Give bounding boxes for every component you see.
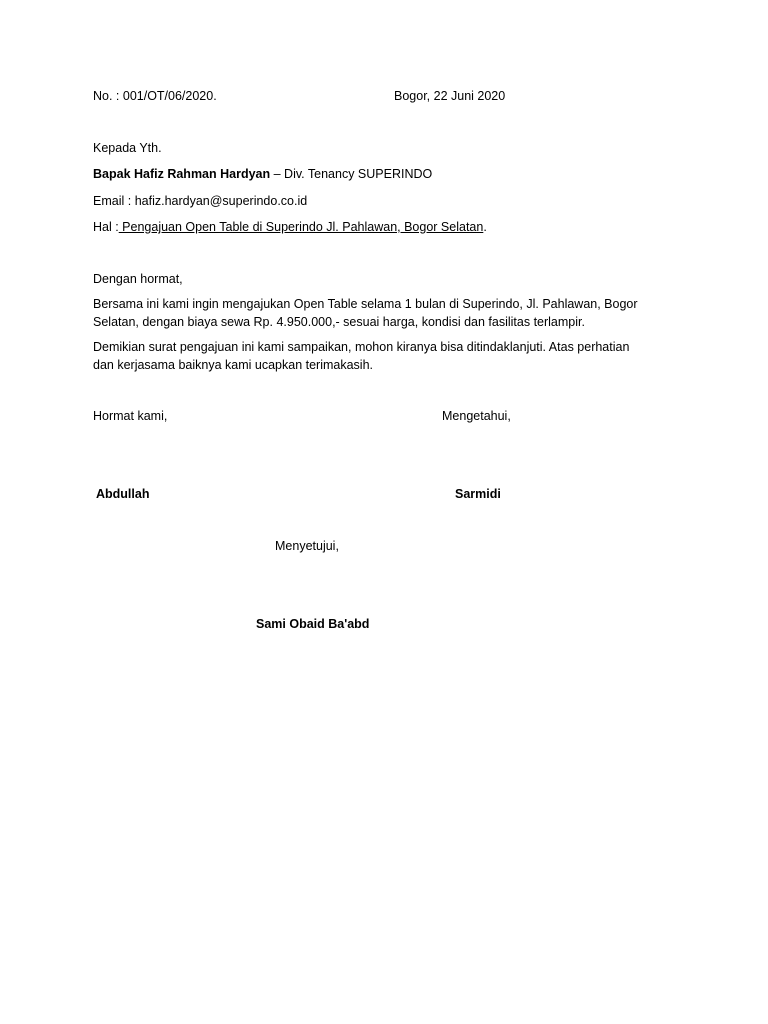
email-label: Email : [93,194,135,208]
subject-label: Hal : [93,220,119,234]
subject-text: Pengajuan Open Table di Superindo Jl. Pahlawan, Bogor Selatan [118,220,484,234]
recipient-name: Bapak Hafiz Rahman Hardyan [93,167,271,181]
email-line [93,193,307,209]
closing-left-label: Hormat kami, [93,409,168,423]
signer-left-name: Abdullah [96,487,150,501]
signer-right-name: Sarmidi [455,487,501,501]
recipient-line [93,166,432,182]
email-address: hafiz.hardyan@superindo.co.id [134,194,308,208]
paragraph-1-line-2: Selatan, dengan biaya sewa Rp. 4.950.000,- sesuai harga, kondisi dan fasilitas terlampir. [93,315,585,329]
greeting: Dengan hormat, [93,272,183,286]
letter-number: No. : 001/OT/06/2020. [93,89,217,103]
approver-name: Sami Obaid Ba'abd [256,617,370,631]
paragraph-2-line-1: Demikian surat pengajuan ini kami sampaikan, mohon kiranya bisa ditindaklanjuti. Atas perhatian [93,340,630,354]
paragraph-1 [93,295,673,331]
place-date: Bogor, 22 Juni 2020 [394,89,506,103]
subject-period: . [483,220,487,234]
paragraph-1-line-1: Bersama ini kami ingin mengajukan Open Table selama 1 bulan di Superindo, Jl. Pahlawan, Bogor [93,297,638,311]
recipient-division: – Div. Tenancy SUPERINDO [270,167,433,181]
approval-label: Menyetujui, [275,539,339,553]
recipient-salutation: Kepada Yth. [93,141,162,155]
closing-right-label: Mengetahui, [442,409,511,423]
subject-line [93,219,487,235]
paragraph-2 [93,338,673,374]
paragraph-2-line-2: dan kerjasama baiknya kami ucapkan terimakasih. [93,358,373,372]
